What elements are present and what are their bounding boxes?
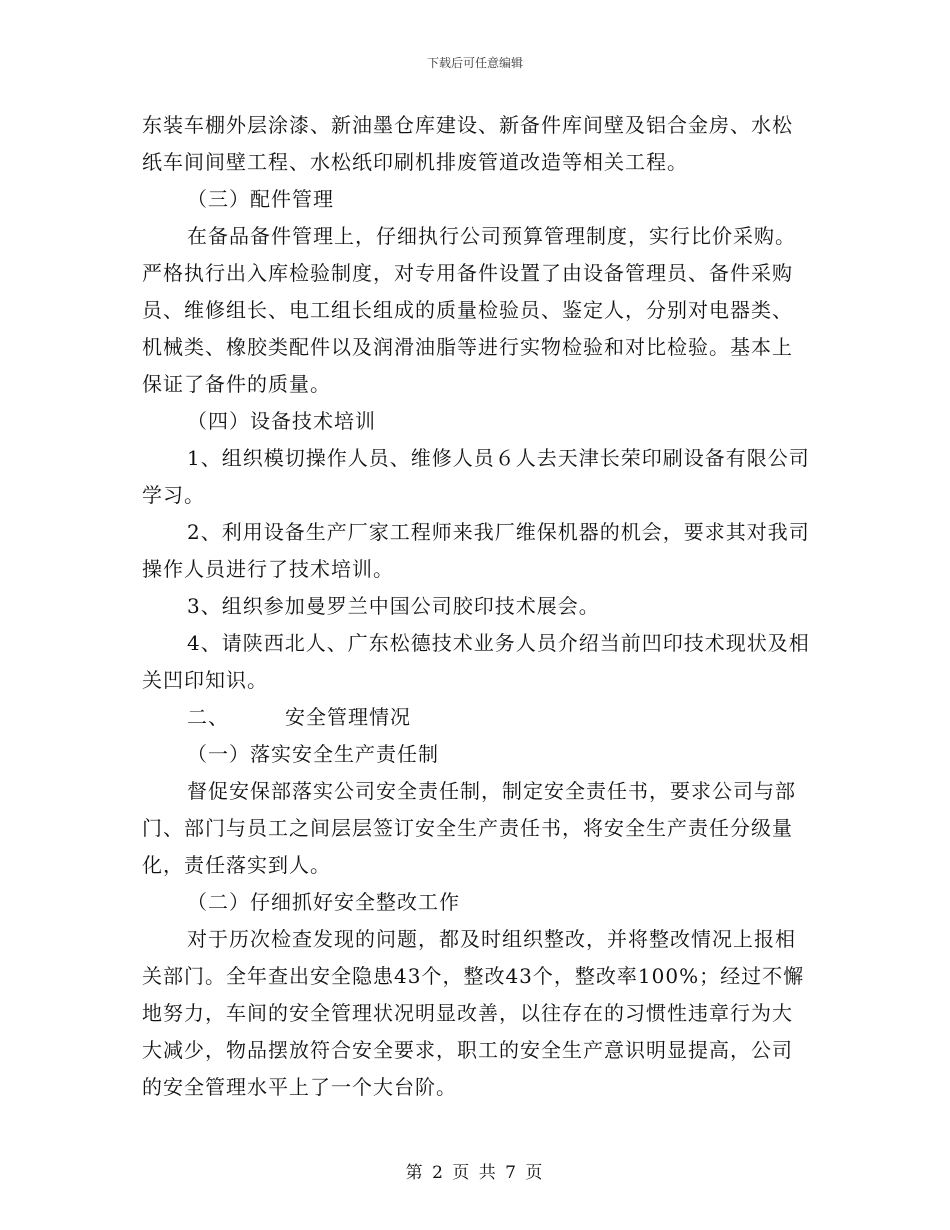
training-item-4: 4、请陕西北人、广东松德技术业务人员介绍当前凹印技术现状及相关凹印知识。 [142,631,810,692]
training-item-3: 3、组织参加曼罗兰中国公司胶印技术展会。 [187,594,600,618]
section-heading-training: （四）设备技术培训 [187,409,376,433]
section-heading-parts: （三）配件管理 [187,187,334,211]
paragraph-parts-management: 在备品备件管理上，仔细执行公司预算管理制度，实行比价采购。严格执行出入库检验制度，对专用备件设置了由设备管理员、备件采购员、维修组长、电工组长组成的质量检验员、鉴定人，分别对电器类、机械类、橡胶类配件以及润滑油脂等进行实物检验和对比检验。基本上保证了备件的质量。 [142,224,796,396]
section-heading-rectification: （二）仔细抓好安全整改工作 [187,890,460,914]
chapter-heading-safety [142,699,812,736]
chapter-number: 二、 [187,705,229,729]
paragraph-continuation: 东装车棚外层涂漆、新油墨仓库建设、新备件库间壁及铝合金房、水松纸车间间壁工程、水松纸印刷机排废管道改造等相关工程。 [142,113,793,174]
paragraph-responsibility: 督促安保部落实公司安全责任制，制定安全责任书，要求公司与部门、部门与员工之间层层签订安全生产责任书，将安全生产责任分级量化，责任落实到人。 [142,779,796,877]
training-item-2: 2、利用设备生产厂家工程师来我厂维保机器的机会，要求其对我司操作人员进行了技术培训。 [142,520,810,581]
page-header: 下载后可任意编辑 [426,56,523,70]
section-heading-responsibility: （一）落实安全生产责任制 [187,742,439,766]
training-item-1: 1、组织模切操作人员、维修人员６人去天津长荣印刷设备有限公司学习。 [142,446,810,507]
page-footer: 第 2 页 共 7 页 [405,1163,545,1183]
chapter-title: 安全管理情况 [285,705,411,729]
paragraph-rectification: 对于历次检查发现的问题，都及时组织整改，并将整改情况上报相关部门。全年查出安全隐患43个，整改43个，整改率100%；经过不懈地努力，车间的安全管理状况明显改善，以往存在的习惯性违章行为大大减少，物品摆放符合安全要求，职工的安全生产意识明显提高，公司的安全管理水平上了一个大台阶。 [142,927,805,1099]
document-body [142,107,812,1106]
